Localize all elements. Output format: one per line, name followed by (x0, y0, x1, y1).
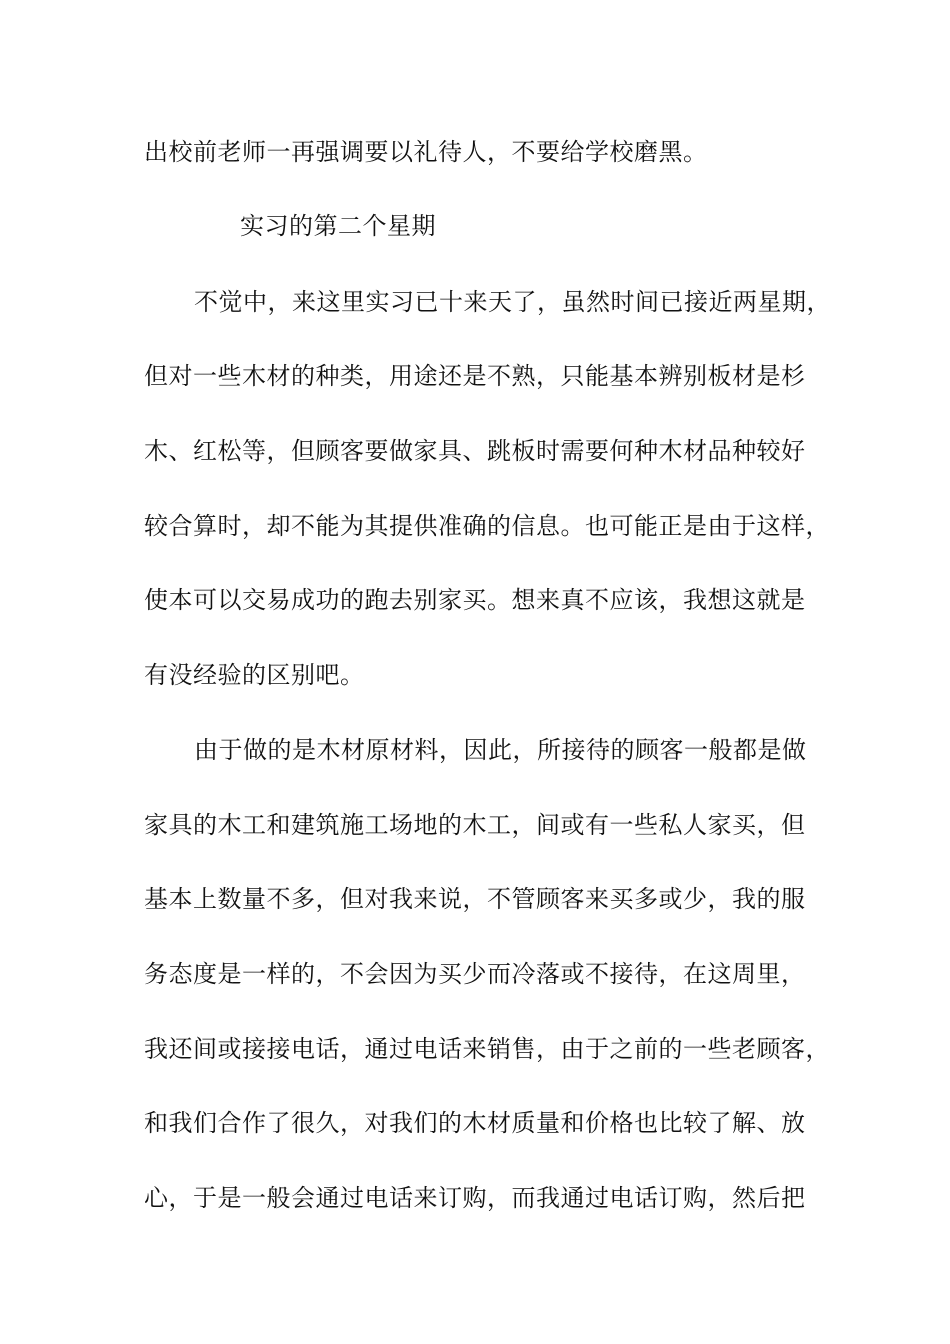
text-line: 有没经验的区别吧。 (144, 661, 365, 689)
text-line: 我还间或接接电话，通过电话来销售，由于之前的一些老顾客， (144, 1035, 830, 1063)
text-line: 心，于是一般会通过电话来订购，而我通过电话订购，然后把 (144, 1184, 806, 1212)
text-line: 出校前老师一再强调要以礼待人，不要给学校磨黑。 (144, 138, 708, 166)
text-line: 使本可以交易成功的跑去别家买。想来真不应该，我想这就是 (144, 586, 806, 614)
text-line: 较合算时，却不能为其提供准确的信息。也可能正是由于这样， (144, 512, 830, 540)
text-line: 务态度是一样的，不会因为买少而冷落或不接待，在这周里， (144, 960, 806, 988)
text-line: 和我们合作了很久，对我们的木材质量和价格也比较了解、放 (144, 1109, 806, 1137)
text-line: 家具的木工和建筑施工场地的木工，间或有一些私人家买，但 (144, 811, 806, 839)
paragraph-first-line: 由于做的是木材原材料，因此，所接待的顾客一般都是做 (194, 736, 807, 764)
text-line: 但对一些木材的种类，用途还是不熟，只能基本辨别板材是杉 (144, 362, 806, 390)
section-heading: 实习的第二个星期 (240, 212, 436, 240)
text-line: 木、红松等，但顾客要做家具、跳板时需要何种木材品种较好 (144, 437, 806, 465)
text-line: 基本上数量不多，但对我来说，不管顾客来买多或少，我的服 (144, 885, 806, 913)
paragraph-first-line: 不觉中，来这里实习已十来天了，虽然时间已接近两星期， (194, 288, 831, 316)
